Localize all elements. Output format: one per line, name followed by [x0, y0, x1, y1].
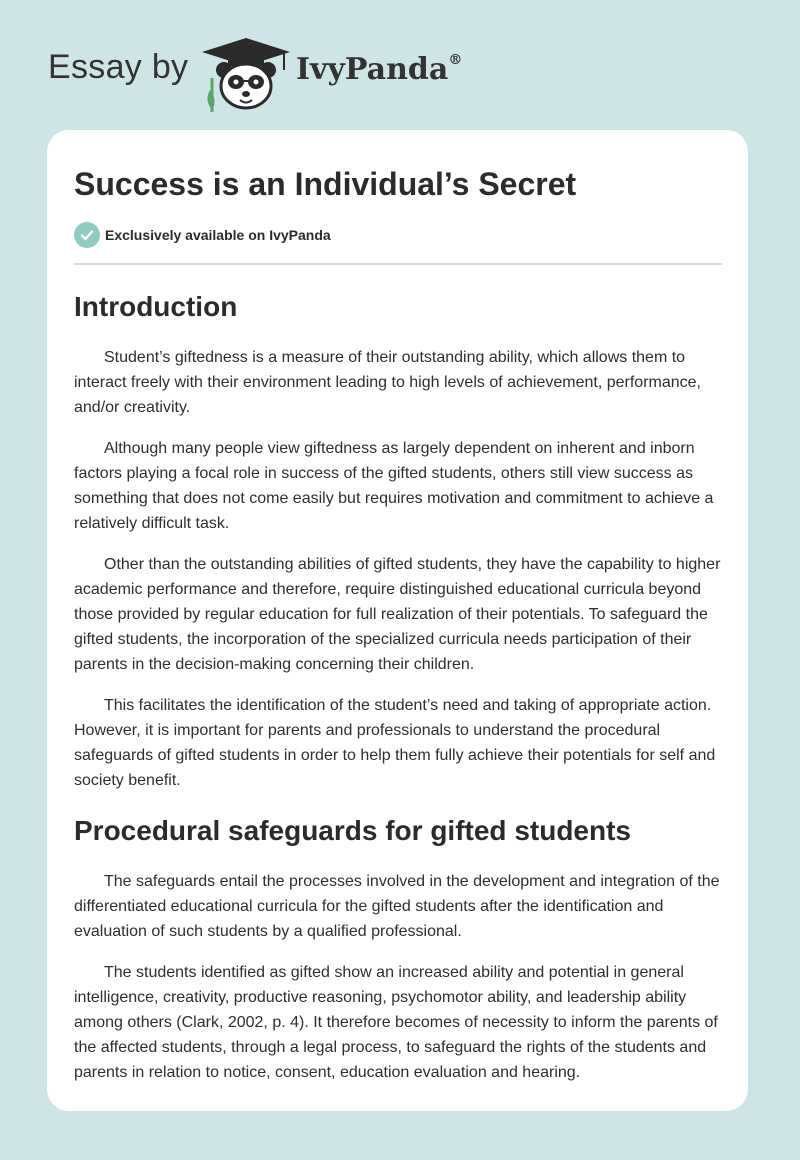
exclusive-label: Exclusively available on IvyPanda	[105, 227, 331, 243]
check-icon	[74, 222, 100, 248]
divider	[74, 263, 722, 265]
paragraph: The safeguards entail the processes involved in the development and integration of the differentiated educational curricula for the gifted students after the identification and evaluation of such students by a qualified professional.	[74, 873, 720, 940]
trademark-symbol: ®	[448, 52, 463, 68]
section-heading-introduction: Introduction	[74, 291, 238, 322]
paragraph: Other than the outstanding abilities of gifted students, they have the capability to higher academic performance and therefore, require distinguished educational curricula beyond those provided by regular education for full realization of their potentials. To safeguard the gifted students, the incorporation of the specialized curricula needs participation of their parents in the decision-making concerning their children.	[74, 556, 721, 673]
paragraph: Although many people view giftedness as largely dependent on inherent and inborn factors playing a focal role in success of the gifted students, others still view success as something that does not come easily but requires motivation and commitment to achieve a relatively difficult task.	[74, 440, 714, 532]
paragraph: Student’s giftedness is a measure of their outstanding ability, which allows them to interact freely with their environment leading to high levels of achievement, performance, and/or creativity.	[74, 349, 701, 416]
panda-logo-icon[interactable]	[198, 32, 294, 112]
site-header	[0, 0, 800, 130]
paragraph: The students identified as gifted show an increased ability and potential in general intelligence, creativity, productive reasoning, psychomotor ability, and leadership ability among others (Clark, 2002, p. 4). It therefore becomes of necessity to inform the parents of the affected students, through a legal process, to safeguard the rights of the students and parents in relation to notice, consent, education evaluation and hearing.	[74, 964, 718, 1081]
essay-card	[47, 130, 748, 1111]
page-title: Success is an Individual’s Secret	[74, 166, 577, 202]
brand-name[interactable]: IvyPanda®	[296, 52, 463, 87]
section-heading-procedural-safeguards: Procedural safeguards for gifted students	[74, 815, 631, 846]
exclusive-badge	[74, 222, 722, 248]
paragraph: This facilitates the identification of the student’s need and taking of appropriate action. However, it is important for parents and professionals to understand the procedural safeguards of gifted students in order to help them fully achieve their potentials for self and society benefit.	[74, 697, 716, 789]
brand-prefix: Essay by	[48, 48, 189, 86]
